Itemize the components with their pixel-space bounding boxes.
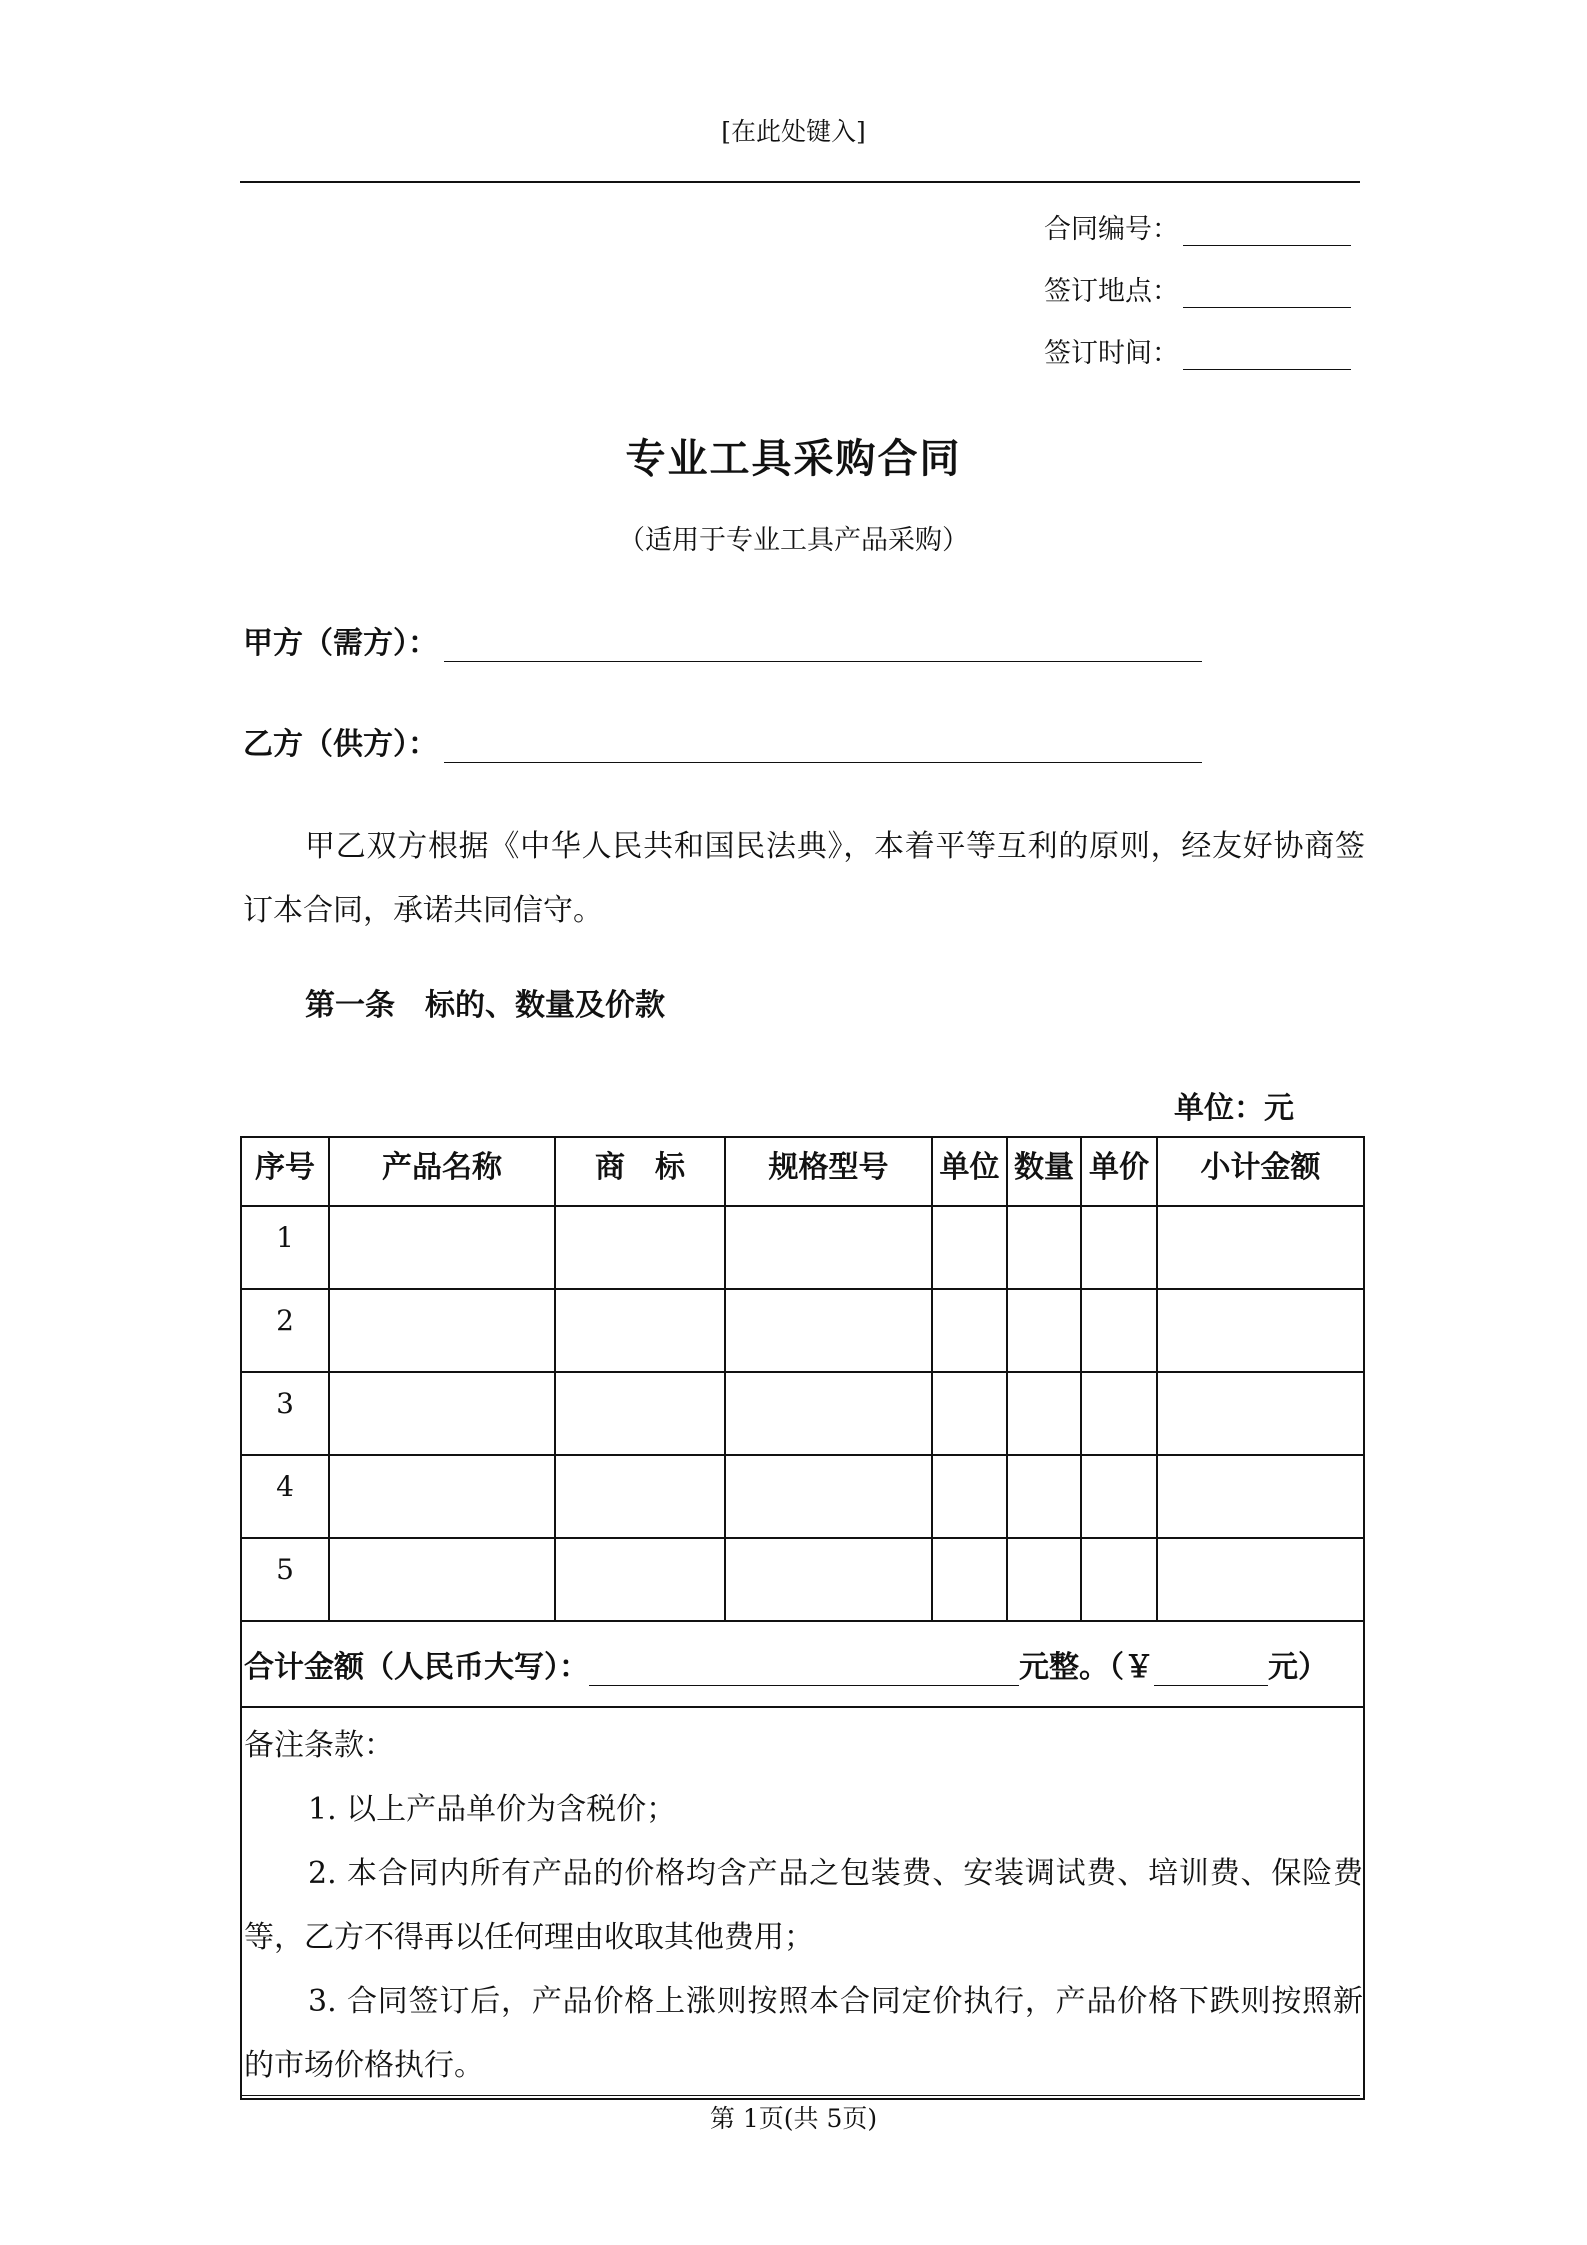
table-cell[interactable] bbox=[329, 1289, 555, 1372]
contract-number-field bbox=[1044, 207, 1351, 246]
column-header: 单位 bbox=[932, 1137, 1007, 1206]
table-row bbox=[241, 1538, 1364, 1621]
table-cell[interactable] bbox=[1007, 1289, 1081, 1372]
table-cell[interactable] bbox=[1007, 1372, 1081, 1455]
table-cell[interactable] bbox=[725, 1538, 932, 1621]
column-header: 规格型号 bbox=[725, 1137, 932, 1206]
party-a-label: 甲方（需方）： bbox=[243, 626, 438, 661]
total-yuan-close: 元） bbox=[1268, 1650, 1328, 1685]
table-cell[interactable] bbox=[932, 1289, 1007, 1372]
table-cell[interactable] bbox=[1157, 1206, 1364, 1289]
table-cell[interactable] bbox=[555, 1538, 725, 1621]
table-cell[interactable] bbox=[329, 1372, 555, 1455]
sign-time-label: 签订时间： bbox=[1044, 338, 1179, 369]
column-header: 产品名称 bbox=[329, 1137, 555, 1206]
table-cell[interactable] bbox=[1081, 1289, 1157, 1372]
row-index: 1 bbox=[241, 1206, 329, 1289]
contract-number-blank[interactable] bbox=[1183, 215, 1351, 246]
table-cell[interactable] bbox=[329, 1538, 555, 1621]
table-cell[interactable] bbox=[1081, 1455, 1157, 1538]
party-b-field bbox=[243, 719, 1202, 763]
table-cell[interactable] bbox=[932, 1206, 1007, 1289]
total-amount-words-blank[interactable] bbox=[589, 1655, 1019, 1686]
table-cell[interactable] bbox=[1157, 1538, 1364, 1621]
table-cell[interactable] bbox=[555, 1372, 725, 1455]
column-header: 数量 bbox=[1007, 1137, 1081, 1206]
document-title: 专业工具采购合同 bbox=[625, 435, 962, 482]
product-table bbox=[240, 1136, 1365, 2100]
total-yuan-zheng: 元整。（￥ bbox=[1019, 1650, 1154, 1685]
table-row bbox=[241, 1289, 1364, 1372]
party-a-blank[interactable] bbox=[444, 627, 1202, 662]
row-index: 2 bbox=[241, 1289, 329, 1372]
note-item: 2. 本合同内所有产品的价格均含产品之包装费、安装调试费、培训费、保险费等，乙方不得再以任何理由收取其他费用； bbox=[244, 1856, 1363, 1955]
table-cell[interactable] bbox=[1007, 1455, 1081, 1538]
notes-row bbox=[241, 1707, 1364, 2099]
party-b-blank[interactable] bbox=[444, 728, 1202, 763]
table-cell[interactable] bbox=[1157, 1455, 1364, 1538]
header-rule bbox=[240, 181, 1360, 183]
sign-place-blank[interactable] bbox=[1183, 277, 1351, 308]
table-cell[interactable] bbox=[725, 1289, 932, 1372]
table-cell[interactable] bbox=[932, 1455, 1007, 1538]
table-cell[interactable] bbox=[329, 1206, 555, 1289]
column-header: 单价 bbox=[1081, 1137, 1157, 1206]
party-b-label: 乙方（供方）： bbox=[243, 727, 438, 762]
total-amount-label: 合计金额（人民币大写）： bbox=[244, 1650, 589, 1685]
unit-label: 单位：元 bbox=[1174, 1091, 1294, 1126]
total-amount-figures-blank[interactable] bbox=[1154, 1655, 1268, 1686]
table-cell[interactable] bbox=[329, 1455, 555, 1538]
table-cell[interactable] bbox=[555, 1455, 725, 1538]
notes-title: 备注条款： bbox=[244, 1728, 394, 1763]
table-cell[interactable] bbox=[1007, 1538, 1081, 1621]
column-header: 小计金额 bbox=[1157, 1137, 1364, 1206]
table-cell[interactable] bbox=[932, 1538, 1007, 1621]
row-index: 4 bbox=[241, 1455, 329, 1538]
header-placeholder: [在此处键入] bbox=[721, 117, 866, 146]
table-cell[interactable] bbox=[725, 1206, 932, 1289]
table-cell[interactable] bbox=[725, 1455, 932, 1538]
notes-cell bbox=[241, 1707, 1364, 2099]
table-row bbox=[241, 1206, 1364, 1289]
total-row bbox=[241, 1621, 1364, 1707]
intro-paragraph: 甲乙双方根据《中华人民共和国民法典》，本着平等互利的原则，经友好协商签订本合同，承诺共同信守。 bbox=[243, 829, 1365, 928]
note-item: 3. 合同签订后，产品价格上涨则按照本合同定价执行，产品价格下跌则按照新的市场价格执行。 bbox=[244, 1984, 1363, 2083]
table-header-row bbox=[241, 1137, 1364, 1206]
article-1-heading: 第一条 标的、数量及价款 bbox=[305, 988, 665, 1023]
row-index: 3 bbox=[241, 1372, 329, 1455]
table-row bbox=[241, 1372, 1364, 1455]
table-cell[interactable] bbox=[555, 1206, 725, 1289]
row-index: 5 bbox=[241, 1538, 329, 1621]
table-cell[interactable] bbox=[725, 1372, 932, 1455]
column-header: 序号 bbox=[241, 1137, 329, 1206]
page-number: 第 1页(共 5页) bbox=[709, 2104, 878, 2133]
table-cell[interactable] bbox=[1007, 1206, 1081, 1289]
table-row bbox=[241, 1455, 1364, 1538]
table-cell[interactable] bbox=[932, 1372, 1007, 1455]
table-cell[interactable] bbox=[1081, 1372, 1157, 1455]
sign-place-field bbox=[1044, 269, 1351, 308]
table-cell[interactable] bbox=[1157, 1372, 1364, 1455]
total-amount-cell bbox=[241, 1621, 1364, 1707]
column-header: 商 标 bbox=[555, 1137, 725, 1206]
sign-time-field bbox=[1044, 331, 1351, 370]
contract-number-label: 合同编号： bbox=[1044, 214, 1179, 245]
note-item: 1. 以上产品单价为含税价； bbox=[308, 1792, 677, 1827]
table-cell[interactable] bbox=[1157, 1289, 1364, 1372]
sign-place-label: 签订地点： bbox=[1044, 276, 1179, 307]
table-cell[interactable] bbox=[1081, 1206, 1157, 1289]
sign-time-blank[interactable] bbox=[1183, 339, 1351, 370]
footer-rule bbox=[240, 2095, 1360, 2096]
document-subtitle: （适用于专业工具产品采购） bbox=[618, 525, 969, 556]
table-cell[interactable] bbox=[1081, 1538, 1157, 1621]
table-cell[interactable] bbox=[555, 1289, 725, 1372]
party-a-field bbox=[243, 618, 1202, 662]
